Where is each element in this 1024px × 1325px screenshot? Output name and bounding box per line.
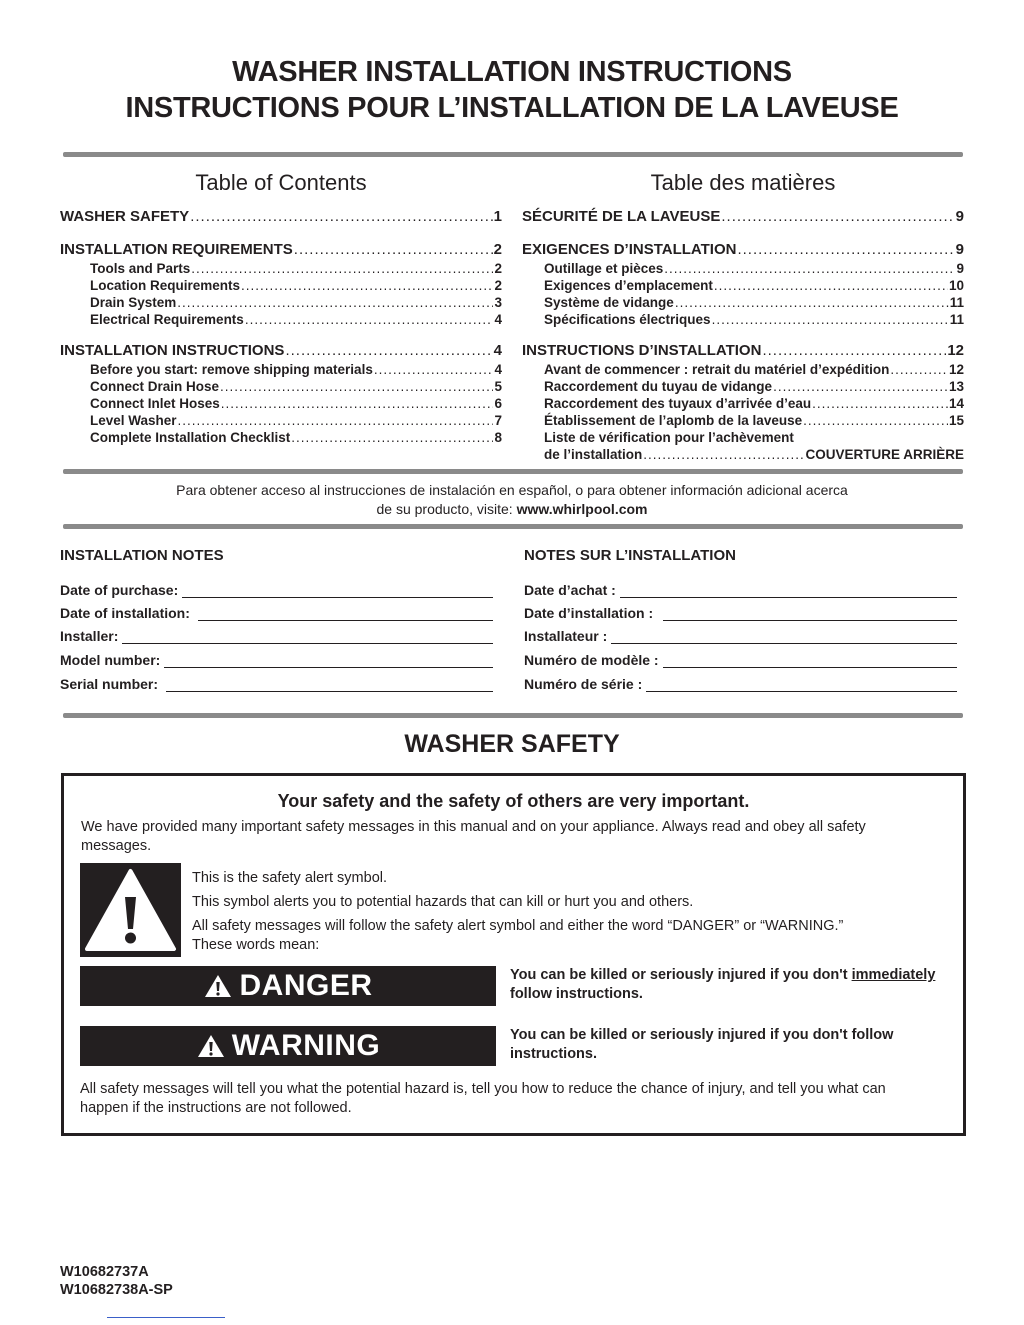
toc-heading-english: Table of Contents bbox=[195, 170, 367, 195]
toc-entry-label: Système de vidange bbox=[544, 295, 674, 310]
title-french: INSTRUCTIONS POUR L’INSTALLATION DE LA LAVEUSE bbox=[125, 92, 899, 124]
alert-text-line: These words mean: bbox=[192, 937, 320, 953]
note-field bbox=[524, 628, 957, 644]
toc-leader-dots bbox=[664, 260, 955, 277]
note-field bbox=[60, 605, 493, 621]
toc-entry-label: Liste de vérification pour l’achèvement bbox=[544, 430, 794, 445]
note-label: Installer: bbox=[60, 628, 119, 644]
divider bbox=[63, 524, 963, 529]
note-label: Model number: bbox=[60, 652, 161, 668]
note-field bbox=[524, 676, 957, 692]
note-blank-line[interactable] bbox=[620, 583, 957, 598]
toc-entry-label: SÉCURITÉ DE LA LAVEUSE bbox=[522, 208, 721, 225]
safety-footer-line: happen if the instructions are not followed. bbox=[80, 1100, 352, 1116]
danger-alert-icon bbox=[203, 973, 233, 999]
toc-entry-label: Electrical Requirements bbox=[90, 312, 244, 327]
toc-entry-label: Complete Installation Checklist bbox=[90, 430, 291, 445]
danger-label: DANGER bbox=[239, 969, 373, 1002]
toc-entry-label: Avant de commencer : retrait du matériel d’expédition bbox=[544, 362, 890, 377]
toc-page-number: 11 bbox=[949, 295, 964, 310]
toc-section-entry[interactable] bbox=[60, 240, 502, 260]
note-blank-line[interactable] bbox=[198, 606, 493, 621]
toc-subsection-entry[interactable] bbox=[60, 395, 502, 412]
toc-subsection-entry[interactable] bbox=[60, 378, 502, 395]
toc-leader-dots bbox=[675, 294, 949, 311]
toc-subsection-entry[interactable] bbox=[60, 311, 502, 328]
toc-entry-label: Spécifications électriques bbox=[544, 312, 711, 327]
toc-page-number: 2 bbox=[494, 261, 502, 276]
toc-section-entry[interactable] bbox=[60, 207, 502, 227]
toc-leader-dots bbox=[220, 378, 493, 395]
toc-leader-dots bbox=[714, 277, 948, 294]
toc-page-number: COUVERTURE ARRIÈRE bbox=[805, 447, 964, 462]
toc-leader-dots bbox=[294, 240, 493, 260]
toc-subsection-entry[interactable] bbox=[60, 361, 502, 378]
toc-subsection-entry[interactable] bbox=[522, 412, 964, 429]
safety-footer-line: All safety messages will tell you what the potential hazard is, tell you how to reduce the chance of injury, and tell you what can bbox=[80, 1081, 886, 1097]
warning-label: WARNING bbox=[231, 1029, 381, 1062]
note-label: Serial number: bbox=[60, 676, 159, 692]
toc-subsection-entry[interactable] bbox=[60, 294, 502, 311]
alert-text-line: This symbol alerts you to potential hazards that can kill or hurt you and others. bbox=[192, 894, 694, 910]
warning-text: instructions. bbox=[510, 1046, 598, 1062]
toc-subsection-entry[interactable] bbox=[522, 260, 964, 277]
toc-leader-dots bbox=[712, 311, 949, 328]
toc-page-number: 4 bbox=[494, 362, 502, 377]
toc-leader-dots bbox=[291, 429, 493, 446]
safety-alert-icon bbox=[80, 863, 181, 957]
note-field bbox=[524, 582, 957, 598]
toc-entry-label: Raccordement des tuyaux d’arrivée d’eau bbox=[544, 396, 812, 411]
danger-text-emphasis: immediately bbox=[851, 967, 936, 983]
document-number: W10682737A bbox=[60, 1264, 149, 1280]
warning-alert-icon bbox=[196, 1033, 226, 1059]
toc-page-number: 15 bbox=[948, 413, 964, 428]
toc-leader-dots bbox=[890, 361, 948, 378]
note-blank-line[interactable] bbox=[611, 629, 957, 644]
safety-title: WASHER SAFETY bbox=[404, 730, 620, 758]
toc-page-number: 8 bbox=[494, 430, 502, 445]
danger-message bbox=[510, 966, 955, 1004]
spanish-note-line2 bbox=[0, 500, 1024, 519]
note-label: Date d’achat : bbox=[524, 582, 616, 598]
toc-entry-label: INSTALLATION REQUIREMENTS bbox=[60, 241, 293, 258]
toc-page-number: 4 bbox=[493, 342, 502, 359]
toc-entry-label: Exigences d’emplacement bbox=[544, 278, 713, 293]
toc-page-number: 2 bbox=[494, 278, 502, 293]
toc-leader-dots bbox=[762, 341, 946, 361]
toc-entry-label: Connect Inlet Hoses bbox=[90, 396, 220, 411]
note-field bbox=[60, 652, 493, 668]
toc-subsection-entry[interactable] bbox=[60, 277, 502, 294]
toc-page-number: 9 bbox=[956, 261, 964, 276]
toc-section-entry[interactable] bbox=[522, 341, 964, 361]
danger-text: You can be killed or seriously injured if you don't bbox=[510, 967, 852, 983]
toc-page-number: 10 bbox=[948, 278, 964, 293]
toc-page-number: 3 bbox=[494, 295, 502, 310]
title-english: WASHER INSTALLATION INSTRUCTIONS bbox=[232, 56, 792, 88]
note-field bbox=[524, 605, 957, 621]
safety-intro-line: We have provided many important safety messages in this manual and on your appliance. Always read and obey all safety bbox=[81, 819, 866, 835]
toc-subsection-entry[interactable] bbox=[522, 311, 964, 328]
note-field bbox=[60, 628, 493, 644]
divider bbox=[107, 1317, 225, 1318]
toc-subsection-entry[interactable] bbox=[522, 395, 964, 412]
toc-section-entry[interactable] bbox=[522, 240, 964, 260]
spanish-note bbox=[0, 481, 1024, 519]
warning-message bbox=[510, 1026, 955, 1064]
website-link[interactable]: www.whirlpool.com bbox=[516, 501, 648, 517]
note-blank-line[interactable] bbox=[122, 629, 493, 644]
toc-entry-label: Outillage et pièces bbox=[544, 261, 664, 276]
toc-subsection-entry[interactable] bbox=[522, 277, 964, 294]
toc-leader-dots bbox=[773, 378, 948, 395]
danger-signal-word bbox=[80, 966, 496, 1006]
note-label: Numéro de modèle : bbox=[524, 652, 659, 668]
toc-subsection-entry[interactable] bbox=[522, 361, 964, 378]
note-blank-line[interactable] bbox=[166, 677, 493, 692]
toc-leader-dots bbox=[245, 311, 494, 328]
toc-english bbox=[60, 207, 502, 446]
toc-leader-dots bbox=[721, 207, 954, 227]
toc-page-number: 9 bbox=[955, 208, 964, 225]
note-blank-line[interactable] bbox=[663, 606, 957, 621]
alert-text-line: This is the safety alert symbol. bbox=[192, 870, 388, 886]
divider bbox=[63, 713, 963, 718]
toc-entry-label: Location Requirements bbox=[90, 278, 241, 293]
warning-text: You can be killed or seriously injured if you don't follow bbox=[510, 1027, 894, 1043]
toc-entry-label: EXIGENCES D’INSTALLATION bbox=[522, 241, 737, 258]
toc-leader-dots bbox=[737, 240, 954, 260]
toc-subsection-entry[interactable] bbox=[522, 294, 964, 311]
toc-leader-dots bbox=[191, 260, 493, 277]
toc-page-number: 1 bbox=[493, 208, 502, 225]
toc-entry-label: Établissement de l’aplomb de la laveuse bbox=[544, 413, 803, 428]
toc-subsection-entry[interactable] bbox=[60, 429, 502, 446]
note-blank-line[interactable] bbox=[663, 653, 957, 668]
document-numbers bbox=[60, 1263, 173, 1299]
toc-leader-dots bbox=[221, 395, 494, 412]
toc-subsection-entry[interactable] bbox=[60, 260, 502, 277]
toc-page-number: 2 bbox=[493, 241, 502, 258]
toc-subsection-entry[interactable] bbox=[522, 378, 964, 395]
note-blank-line[interactable] bbox=[164, 653, 493, 668]
toc-leader-dots bbox=[643, 446, 804, 463]
toc-page-number: 6 bbox=[494, 396, 502, 411]
toc-heading-french: Table des matières bbox=[650, 170, 836, 195]
note-label: Date of purchase: bbox=[60, 582, 179, 598]
toc-page-number: 7 bbox=[494, 413, 502, 428]
toc-entry-label: Drain System bbox=[90, 295, 177, 310]
alert-symbol-text bbox=[192, 869, 952, 955]
note-blank-line[interactable] bbox=[646, 677, 957, 692]
toc-leader-dots bbox=[803, 412, 948, 429]
notes-heading-french: NOTES SUR L’INSTALLATION bbox=[524, 547, 736, 564]
document-number: W10682738A-SP bbox=[60, 1282, 173, 1298]
warning-signal-word bbox=[80, 1026, 496, 1066]
notes-heading-english: INSTALLATION NOTES bbox=[60, 547, 224, 564]
toc-leader-dots bbox=[374, 361, 494, 378]
safety-intro bbox=[81, 818, 951, 856]
toc-leader-dots bbox=[190, 207, 492, 227]
note-label: Date of installation: bbox=[60, 605, 190, 621]
toc-entry-label: Level Washer bbox=[90, 413, 177, 428]
toc-entry-label: INSTRUCTIONS D’INSTALLATION bbox=[522, 342, 762, 359]
toc-page-number: 12 bbox=[948, 362, 964, 377]
toc-leader-dots bbox=[178, 412, 494, 429]
toc-leader-dots bbox=[177, 294, 493, 311]
toc-page-number: 11 bbox=[949, 312, 964, 327]
toc-subsection-entry[interactable] bbox=[522, 429, 964, 446]
note-label: Numéro de série : bbox=[524, 676, 643, 692]
toc-page-number: 14 bbox=[948, 396, 964, 411]
toc-page-number: 12 bbox=[947, 342, 964, 359]
note-label: Installateur : bbox=[524, 628, 608, 644]
spanish-note-line1: Para obtener acceso al instrucciones de instalación en español, o para obtener información adicional acerca bbox=[176, 482, 848, 498]
toc-entry-label: INSTALLATION INSTRUCTIONS bbox=[60, 342, 285, 359]
toc-entry-label: Tools and Parts bbox=[90, 261, 191, 276]
toc-section-entry[interactable] bbox=[60, 341, 502, 361]
toc-entry-label: Connect Drain Hose bbox=[90, 379, 220, 394]
note-field bbox=[60, 582, 493, 598]
toc-leader-dots bbox=[812, 395, 948, 412]
alert-text-line: All safety messages will follow the safety alert symbol and either the word “DANGER” or “WARNING.” bbox=[192, 918, 844, 934]
toc-entry-label: WASHER SAFETY bbox=[60, 208, 190, 225]
note-field bbox=[60, 676, 493, 692]
safety-box-heading: Your safety and the safety of others are very important. bbox=[277, 791, 750, 811]
note-field bbox=[524, 652, 957, 668]
divider bbox=[63, 152, 963, 157]
divider bbox=[63, 469, 963, 474]
toc-entry-label: Before you start: remove shipping materials bbox=[90, 362, 373, 377]
note-label: Date d’installation : bbox=[524, 605, 654, 621]
toc-leader-dots bbox=[285, 341, 492, 361]
toc-page-number: 4 bbox=[494, 312, 502, 327]
toc-french bbox=[522, 207, 964, 463]
toc-page-number: 5 bbox=[494, 379, 502, 394]
toc-entry-label: Raccordement du tuyau de vidange bbox=[544, 379, 773, 394]
toc-subsection-entry[interactable] bbox=[60, 412, 502, 429]
toc-page-number: 13 bbox=[948, 379, 964, 394]
safety-footer bbox=[80, 1080, 955, 1118]
toc-page-number: 9 bbox=[955, 241, 964, 258]
toc-section-entry[interactable] bbox=[522, 207, 964, 227]
toc-subsection-entry[interactable] bbox=[522, 446, 964, 463]
danger-text: follow instructions. bbox=[510, 986, 643, 1002]
toc-leader-dots bbox=[241, 277, 493, 294]
spanish-note-prefix: de su producto, visite: bbox=[376, 501, 517, 517]
note-blank-line[interactable] bbox=[182, 583, 493, 598]
toc-entry-label: de l’installation bbox=[544, 447, 643, 462]
safety-intro-line: messages. bbox=[81, 838, 152, 854]
